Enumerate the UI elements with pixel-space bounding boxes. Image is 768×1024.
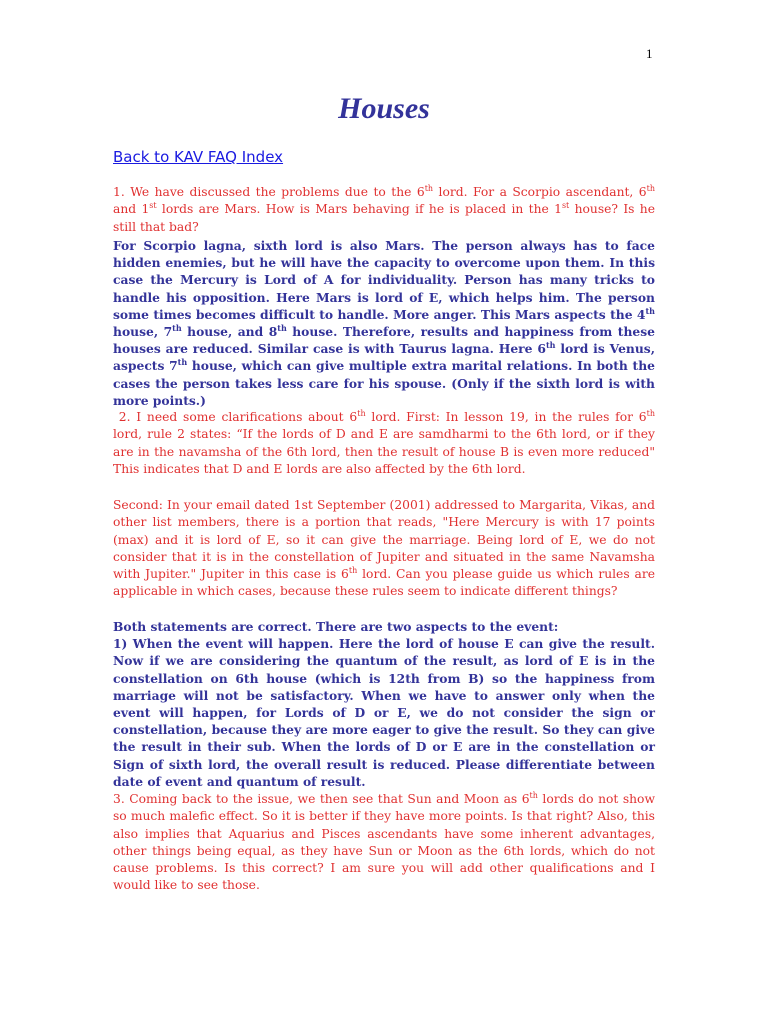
superscript: th bbox=[348, 566, 358, 576]
page-title: Houses bbox=[338, 92, 430, 125]
answer-1-text: house. Therefore, results and happiness from these houses are reduced. Similar case is with Taurus lagna. Here 6 bbox=[113, 324, 655, 357]
question-3-text: 3. Coming back to the issue, we then see that Sun and Moon as 6 bbox=[113, 792, 530, 806]
question-2-second-text: lord. Can you please guide us which rules are applicable in which cases, because these rules seem to indicate different things? bbox=[113, 567, 655, 599]
superscript: th bbox=[357, 408, 366, 418]
page-number: 1 bbox=[646, 46, 653, 61]
answer-1-text: house, which can give multiple extra marital relations. In both the cases the person takes less care for his spouse. (Only if the sixth lord is with more points.) bbox=[113, 358, 655, 408]
superscript: st bbox=[149, 201, 157, 211]
superscript: th bbox=[645, 305, 655, 316]
answer-2-text: 1) When the event will happen. Here the lord of house E can give the result. Now if we are considering the quantum of the result, as lord of E is in the constellation on 6th house (which is 12th from B) so the happiness from marriage will not be satisfactory. When we have to answer only when the event will happen, for Lords of D or E, we do not consider the sign or constellation, because they are more eager to give the result. So they can give the result in their sub. When the lords of D or E are in the constellation or Sign of sixth lord, the overall result is reduced. Please differentiate between date of event and quantum of result. bbox=[113, 636, 655, 789]
question-3 bbox=[113, 791, 655, 895]
superscript: th bbox=[545, 340, 556, 351]
question-1-text: lord. For a Scorpio ascendant, 6 bbox=[433, 185, 647, 199]
question-2-second-text: Second: In your email dated 1st September (2001) addressed to Margarita, Vikas, and other list members, there is a portion that reads, "Here Mercury is with 17 points (max) and it is lord of E, so it can give the marriage. Being lord of E, we do not consider that it is in the constellation of Jupiter and situated in the same Navamsha with Jupiter." Jupiter in this case is 6 bbox=[113, 498, 655, 582]
superscript: th bbox=[277, 322, 287, 333]
question-2-text: lord, rule 2 states: “If the lords of D and E are samdharmi to the 6th lord, or if they are in the navamsha of the 6th lord, then the result of house B is even more reduced" This indicates that D and E lords are also affected by the 6th lord. bbox=[113, 427, 655, 476]
question-1 bbox=[113, 184, 655, 236]
superscript: th bbox=[646, 183, 655, 193]
answer-1-text: For Scorpio lagna, sixth lord is also Mars. The person always has to face hidden enemies, but he will have the capacity to overcome upon them. In this case the Mercury is Lord of A for individuality. Person has many tricks to handle his opposition. Here Mars is lord of E, which helps him. The person some times becomes difficult to handle. More anger. This Mars aspects the 4 bbox=[113, 238, 655, 322]
superscript: th bbox=[646, 408, 655, 418]
answer-2 bbox=[113, 618, 655, 790]
superscript: st bbox=[561, 201, 570, 211]
superscript: th bbox=[424, 183, 434, 193]
answer-1-text: house, 7 bbox=[113, 324, 173, 340]
question-1-text: lords are Mars. How is Mars behaving if he is placed in the 1 bbox=[156, 202, 562, 217]
question-3-text: lords do not show so much malefic effect. So it is better if they have more points. Is that right? Also, this also implies that Aquarius and Pisces ascendants have some inherent advantages, other things being equal, as they have Sun or Moon as the 6th lords, which do not cause problems. Is this correct? I am sure you will add other qualifications and I would like to see those. bbox=[113, 792, 655, 893]
answer-1 bbox=[113, 237, 655, 409]
question-2-second bbox=[113, 497, 655, 601]
question-1-text: 1. We have discussed the problems due to the 6 bbox=[113, 185, 425, 199]
question-2 bbox=[113, 409, 655, 478]
question-1-text: house? Is he still that bad? bbox=[113, 202, 656, 234]
answer-1-text: house, and 8 bbox=[181, 324, 278, 340]
question-1-text: and 1 bbox=[113, 202, 150, 217]
superscript: th bbox=[177, 357, 188, 368]
superscript: th bbox=[529, 790, 538, 800]
back-to-index-link[interactable]: Back to KAV FAQ Index bbox=[113, 148, 284, 166]
answer-2-intro: Both statements are correct. There are two aspects to the event: bbox=[113, 619, 559, 634]
question-2-text: lord. First: In lesson 19, in the rules for 6 bbox=[365, 410, 647, 424]
superscript: th bbox=[172, 322, 182, 333]
answer-1-text: lord is Venus, aspects 7 bbox=[113, 341, 655, 374]
question-2-text: 2. I need some clarifications about 6 bbox=[118, 410, 358, 424]
